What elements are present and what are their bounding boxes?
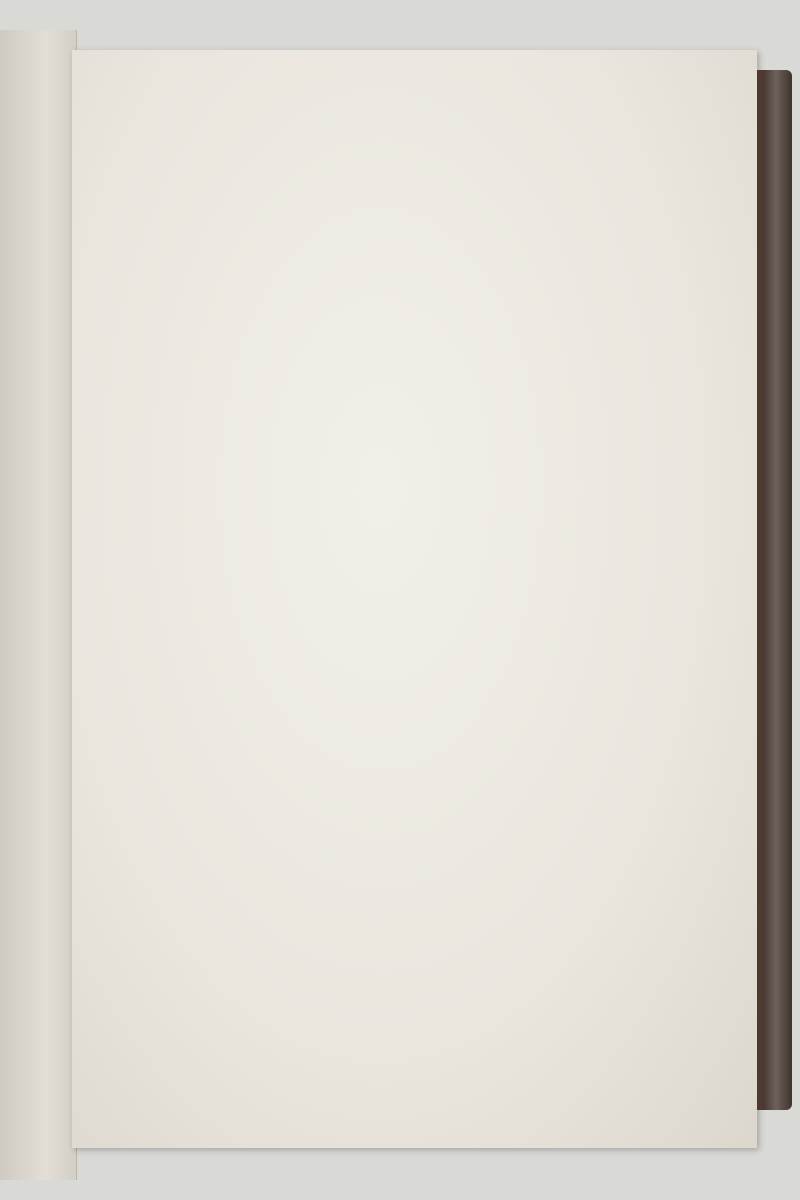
book-spine xyxy=(752,70,792,1110)
left-page-edge xyxy=(0,30,77,1180)
dedication-text xyxy=(72,50,757,1148)
title-page xyxy=(72,50,757,1148)
